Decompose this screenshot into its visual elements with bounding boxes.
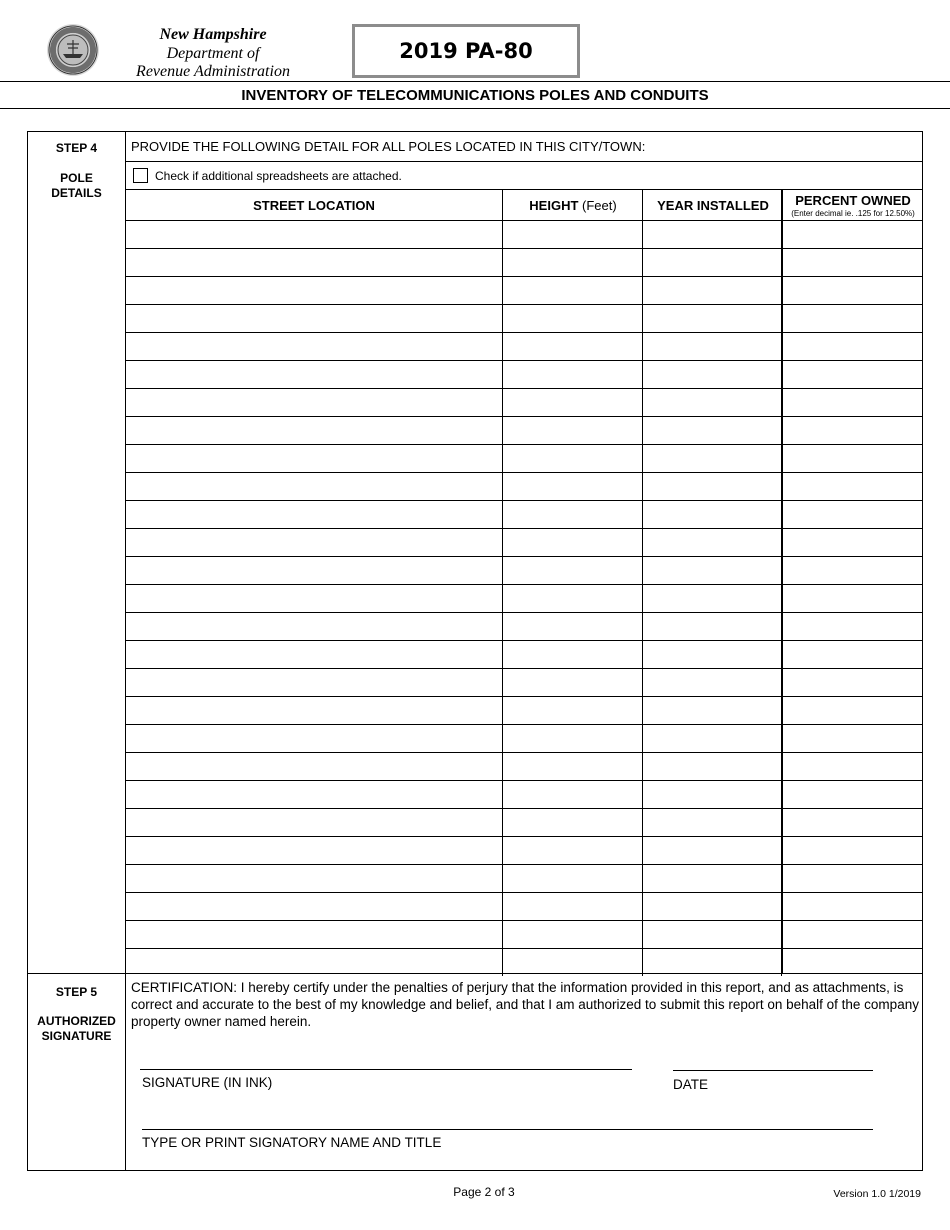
percent-owned-cell[interactable] [781, 837, 923, 864]
form-number: 2019 PA-80 [399, 39, 533, 63]
height-cell[interactable] [502, 221, 642, 248]
col-divider-1 [502, 190, 503, 973]
street-location-cell[interactable] [125, 725, 502, 752]
height-cell[interactable] [502, 501, 642, 528]
header-rule-top [0, 81, 950, 82]
street-location-cell[interactable] [125, 893, 502, 920]
table-row [125, 304, 923, 332]
percent-owned-cell[interactable] [781, 921, 923, 948]
street-location-cell[interactable] [125, 417, 502, 444]
percent-owned-cell[interactable] [781, 781, 923, 808]
col-percent-label: PERCENT OWNED [795, 192, 911, 208]
year-installed-cell[interactable] [642, 781, 781, 808]
col-percent-note: (Enter decimal ie. .125 for 12.50%) [791, 208, 915, 218]
height-cell[interactable] [502, 837, 642, 864]
table-row [125, 612, 923, 640]
street-location-cell[interactable] [125, 305, 502, 332]
percent-owned-cell[interactable] [781, 725, 923, 752]
height-cell[interactable] [502, 333, 642, 360]
year-installed-cell[interactable] [642, 305, 781, 332]
col-height-label: HEIGHT [529, 197, 579, 213]
percent-owned-cell[interactable] [781, 277, 923, 304]
street-location-cell[interactable] [125, 445, 502, 472]
height-cell[interactable] [502, 417, 642, 444]
height-cell[interactable] [502, 585, 642, 612]
table-row [125, 892, 923, 920]
additional-spreadsheets-label: Check if additional spreadsheets are attached. [155, 169, 402, 183]
table-row [125, 752, 923, 780]
height-cell[interactable] [502, 781, 642, 808]
year-installed-cell[interactable] [642, 669, 781, 696]
table-row [125, 780, 923, 808]
percent-owned-cell[interactable] [781, 557, 923, 584]
step4-label: STEP 4 [55, 141, 98, 155]
year-installed-cell[interactable] [642, 221, 781, 248]
signatory-name-label: TYPE OR PRINT SIGNATORY NAME AND TITLE [142, 1135, 442, 1150]
percent-owned-cell[interactable] [781, 585, 923, 612]
height-cell[interactable] [502, 473, 642, 500]
year-installed-cell[interactable] [642, 333, 781, 360]
step5-label: STEP 5 [55, 985, 98, 999]
signature-label: SIGNATURE (IN INK) [142, 1075, 273, 1090]
height-cell[interactable] [502, 809, 642, 836]
street-location-cell[interactable] [125, 389, 502, 416]
percent-owned-cell[interactable] [781, 529, 923, 556]
year-installed-cell[interactable] [642, 753, 781, 780]
agency-state: New Hampshire [159, 26, 267, 43]
agency-department: Department of [166, 44, 260, 62]
table-row [125, 248, 923, 276]
street-location-cell[interactable] [125, 781, 502, 808]
table-row [125, 444, 923, 472]
street-location-cell[interactable] [125, 277, 502, 304]
street-location-cell[interactable] [125, 501, 502, 528]
header-rule-bottom [0, 108, 950, 109]
year-installed-cell[interactable] [642, 725, 781, 752]
year-installed-cell[interactable] [642, 613, 781, 640]
table-row [125, 500, 923, 528]
height-cell[interactable] [502, 277, 642, 304]
table-row [125, 388, 923, 416]
street-location-cell[interactable] [125, 557, 502, 584]
step5-section-line1: AUTHORIZED [37, 1014, 116, 1028]
form-title: INVENTORY OF TELECOMMUNICATIONS POLES AND CONDUITS [241, 87, 709, 104]
street-location-cell[interactable] [125, 613, 502, 640]
col-header-street-location [125, 190, 503, 220]
year-installed-cell[interactable] [642, 277, 781, 304]
year-installed-cell[interactable] [642, 837, 781, 864]
height-cell[interactable] [502, 641, 642, 668]
height-cell[interactable] [502, 921, 642, 948]
step5-section-title [28, 1014, 125, 1044]
instruction-rule [125, 161, 923, 162]
street-location-cell[interactable] [125, 669, 502, 696]
percent-owned-cell[interactable] [781, 641, 923, 668]
street-location-cell[interactable] [125, 697, 502, 724]
year-installed-cell[interactable] [642, 417, 781, 444]
street-location-cell[interactable] [125, 221, 502, 248]
percent-owned-cell[interactable] [781, 221, 923, 248]
year-installed-cell[interactable] [642, 585, 781, 612]
col-year-label: YEAR INSTALLED [657, 197, 769, 213]
step4-section-line2: DETAILS [51, 186, 102, 200]
street-location-cell[interactable] [125, 333, 502, 360]
percent-owned-cell[interactable] [781, 417, 923, 444]
height-cell[interactable] [502, 389, 642, 416]
table-row [125, 724, 923, 752]
street-location-cell[interactable] [125, 865, 502, 892]
col-divider-3 [781, 190, 783, 973]
year-installed-cell[interactable] [642, 893, 781, 920]
date-label: DATE [673, 1077, 709, 1092]
year-installed-cell[interactable] [642, 389, 781, 416]
form-number-box [352, 24, 580, 78]
col-header-height [503, 190, 643, 220]
percent-owned-cell[interactable] [781, 305, 923, 332]
table-row [125, 920, 923, 948]
page-number: Page 2 of 3 [453, 1185, 515, 1199]
percent-owned-cell[interactable] [781, 333, 923, 360]
percent-owned-cell[interactable] [781, 473, 923, 500]
height-cell[interactable] [502, 725, 642, 752]
year-installed-cell[interactable] [642, 809, 781, 836]
col-header-year-installed [643, 190, 783, 220]
agency-division: Revenue Administration [136, 63, 290, 80]
year-installed-cell[interactable] [642, 529, 781, 556]
year-installed-cell[interactable] [642, 949, 781, 976]
col-height-unit: (Feet) [582, 197, 617, 213]
table-row [125, 948, 923, 976]
table-row [125, 696, 923, 724]
table-row [125, 668, 923, 696]
street-location-cell[interactable] [125, 949, 502, 976]
percent-owned-cell[interactable] [781, 501, 923, 528]
signatory-name-field[interactable] [142, 1129, 873, 1130]
height-cell[interactable] [502, 361, 642, 388]
year-installed-cell[interactable] [642, 697, 781, 724]
certification-text: CERTIFICATION: I hereby certify under the penalties of perjury that the information provided in this report, and as attachments, is correct and accurate to the best of my knowledge and belief, and that I am authorized to submit this report on behalf of the company property owner named herein. [131, 980, 919, 1029]
percent-owned-cell[interactable] [781, 893, 923, 920]
date-field[interactable] [673, 1070, 873, 1071]
year-installed-cell[interactable] [642, 249, 781, 276]
table-row [125, 360, 923, 388]
table-row [125, 528, 923, 556]
height-cell[interactable] [502, 949, 642, 976]
table-row [125, 276, 923, 304]
step4-section-line1: POLE [60, 171, 93, 185]
percent-owned-cell[interactable] [781, 249, 923, 276]
table-row [125, 864, 923, 892]
table-row [125, 808, 923, 836]
table-row [125, 556, 923, 584]
street-location-cell[interactable] [125, 585, 502, 612]
col-street-label: STREET LOCATION [253, 197, 375, 213]
year-installed-cell[interactable] [642, 473, 781, 500]
table-row [125, 472, 923, 500]
height-cell[interactable] [502, 613, 642, 640]
table-row [125, 416, 923, 444]
height-cell[interactable] [502, 305, 642, 332]
street-location-cell[interactable] [125, 837, 502, 864]
year-installed-cell[interactable] [642, 641, 781, 668]
percent-owned-cell[interactable] [781, 949, 923, 976]
height-cell[interactable] [502, 529, 642, 556]
height-cell[interactable] [502, 753, 642, 780]
table-row [125, 332, 923, 360]
street-location-cell[interactable] [125, 361, 502, 388]
percent-owned-cell[interactable] [781, 697, 923, 724]
height-cell[interactable] [502, 669, 642, 696]
additional-spreadsheets-checkbox[interactable] [133, 168, 148, 183]
table-row [125, 640, 923, 668]
street-location-cell[interactable] [125, 249, 502, 276]
year-installed-cell[interactable] [642, 865, 781, 892]
percent-owned-cell[interactable] [781, 809, 923, 836]
year-installed-cell[interactable] [642, 501, 781, 528]
street-location-cell[interactable] [125, 473, 502, 500]
percent-owned-cell[interactable] [781, 389, 923, 416]
year-installed-cell[interactable] [642, 361, 781, 388]
percent-owned-cell[interactable] [781, 865, 923, 892]
street-location-cell[interactable] [125, 809, 502, 836]
table-row [125, 220, 923, 248]
height-cell[interactable] [502, 697, 642, 724]
nh-state-seal [47, 24, 99, 76]
table-row [125, 836, 923, 864]
percent-owned-cell[interactable] [781, 669, 923, 696]
table-row [125, 584, 923, 612]
height-cell[interactable] [502, 445, 642, 472]
percent-owned-cell[interactable] [781, 613, 923, 640]
percent-owned-cell[interactable] [781, 445, 923, 472]
street-location-cell[interactable] [125, 641, 502, 668]
pole-details-table [125, 220, 923, 976]
street-location-cell[interactable] [125, 753, 502, 780]
year-installed-cell[interactable] [642, 921, 781, 948]
col-divider-2 [642, 190, 643, 973]
height-cell[interactable] [502, 249, 642, 276]
step5-section-line2: SIGNATURE [41, 1029, 112, 1043]
signature-field[interactable] [140, 1069, 632, 1070]
col-header-percent-owned [783, 190, 923, 220]
height-cell[interactable] [502, 865, 642, 892]
street-location-cell[interactable] [125, 921, 502, 948]
height-cell[interactable] [502, 893, 642, 920]
year-installed-cell[interactable] [642, 557, 781, 584]
percent-owned-cell[interactable] [781, 753, 923, 780]
step4-section-title [28, 171, 125, 201]
height-cell[interactable] [502, 557, 642, 584]
street-location-cell[interactable] [125, 529, 502, 556]
agency-name [118, 26, 308, 82]
step4-instruction: PROVIDE THE FOLLOWING DETAIL FOR ALL POLES LOCATED IN THIS CITY/TOWN: [131, 139, 646, 154]
percent-owned-cell[interactable] [781, 361, 923, 388]
year-installed-cell[interactable] [642, 445, 781, 472]
form-version: Version 1.0 1/2019 [833, 1188, 921, 1200]
